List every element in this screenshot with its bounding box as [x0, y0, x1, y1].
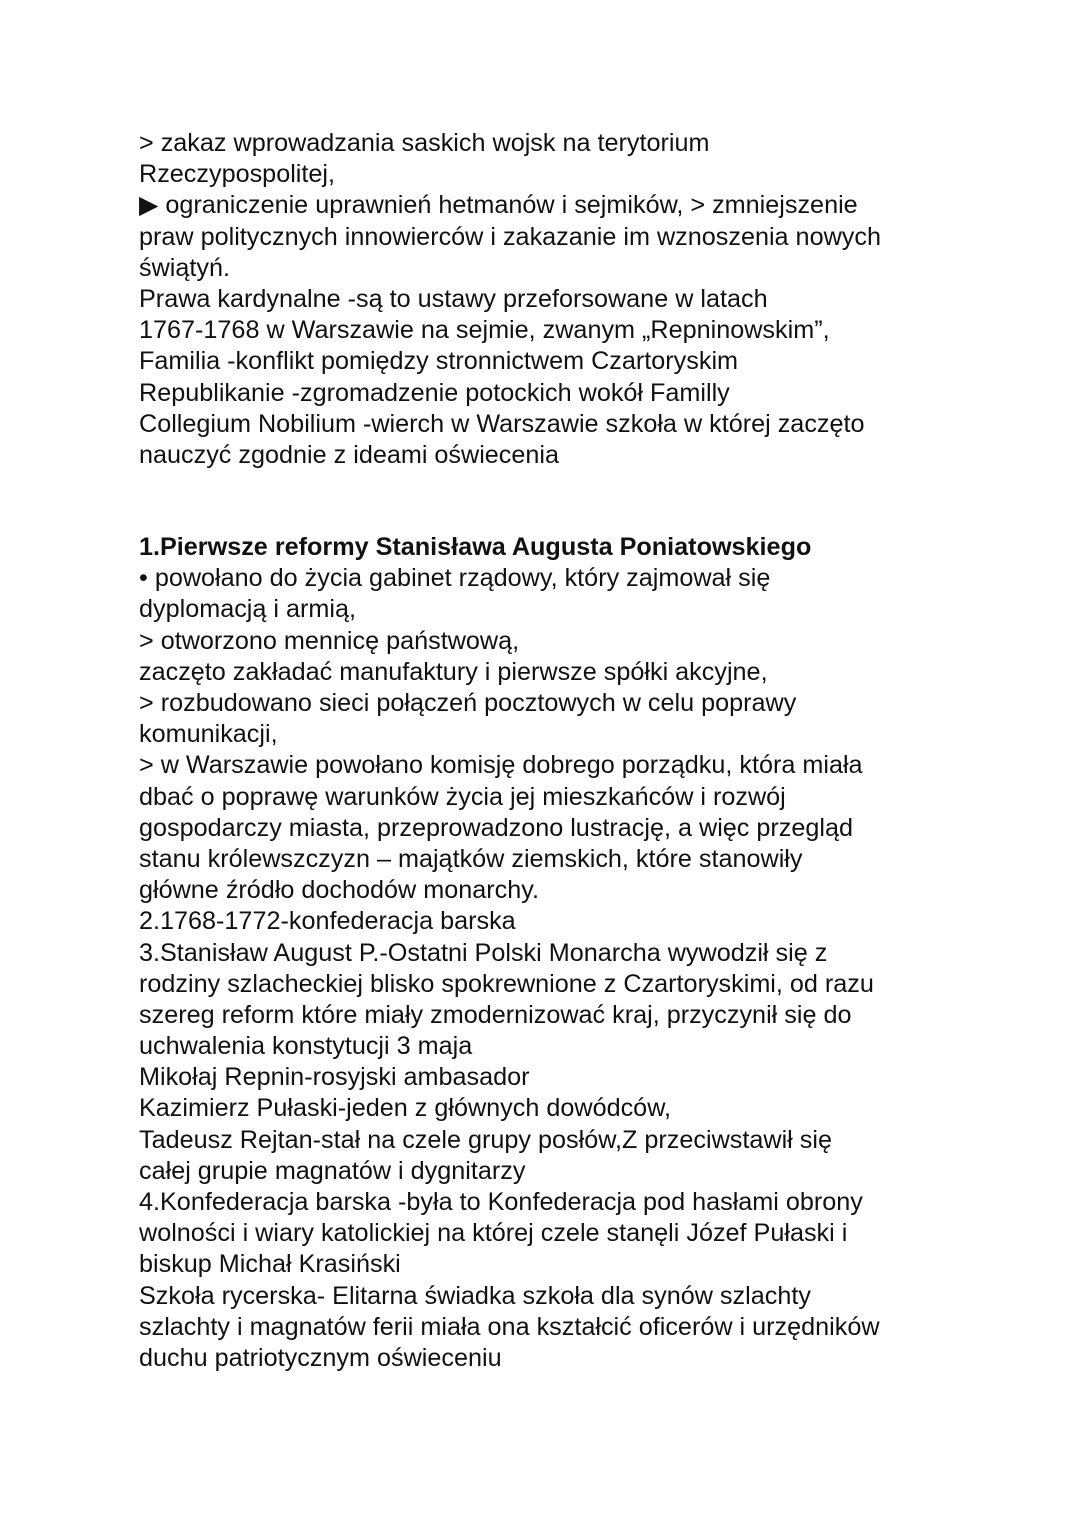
intro-block: [139, 128, 959, 471]
text-line: nauczyć zgodnie z ideami oświecenia: [139, 440, 560, 469]
text-line: 4.Konfederacja barska -była to Konfederacja pod hasłami obrony: [139, 1188, 863, 1216]
text-line: Republikanie -zgromadzenie potockich wokół Familly: [139, 378, 730, 407]
section-heading: 1.Pierwsze reformy Stanisława Augusta Poniatowskiego: [139, 533, 812, 562]
text-line: praw politycznych innowierców i zakazanie im wznoszenia nowych: [139, 222, 881, 251]
text-line: 2.1768-1772-konfederacja barska: [139, 907, 516, 936]
text-line: stanu królewszczyzn – majątków ziemskich, które stanowiły: [139, 844, 803, 873]
text-line: duchu patriotycznym oświeceniu: [139, 1343, 502, 1372]
spacer: [139, 471, 959, 532]
text-line: Rzeczypospolitej,: [139, 160, 335, 189]
text-line: Mikołaj Repnin-rosyjski ambasador: [139, 1063, 530, 1092]
text-line: > rozbudowano sieci połączeń pocztowych w celu poprawy: [139, 689, 797, 717]
text-line: dyplomacją i armią,: [139, 595, 356, 624]
text-line: całej grupie magnatów i dygnitarzy: [139, 1156, 526, 1185]
text-line: szereg reform które miały zmodernizować kraj, przyczynił się do: [139, 1000, 852, 1029]
text-line: > zakaz wprowadzania saskich wojsk na terytorium: [139, 129, 710, 157]
text-line: Kazimierz Pułaski-jeden z głównych dowódców,: [139, 1094, 671, 1123]
text-line: zaczęto zakładać manufaktury i pierwsze spółki akcyjne,: [139, 657, 768, 686]
text-line: gospodarczy miasta, przeprowadzono lustrację, a więc przegląd: [139, 813, 854, 842]
text-line: Szkoła rycerska- Elitarna świadka szkoła dla synów szlachty: [139, 1281, 811, 1310]
text-line: biskup Michał Krasiński: [139, 1250, 401, 1279]
text-line: szlachty i magnatów ferii miała ona kształcić oficerów i urzędników: [139, 1312, 880, 1341]
text-line: Collegium Nobilium -wierch w Warszawie szkoła w której zaczęto: [139, 409, 865, 438]
text-line: Familia -konflikt pomiędzy stronnictwem Czartoryskim: [139, 347, 739, 376]
text-line: uchwalenia konstytucji 3 maja: [139, 1032, 473, 1061]
document-page: [139, 128, 959, 1374]
text-line: komunikacji,: [139, 720, 278, 749]
text-line: rodziny szlacheckiej blisko spokrewnione z Czartoryskimi, od razu: [139, 969, 874, 998]
text-line: Prawa kardynalne -są to ustawy przeforsowane w latach: [139, 284, 768, 313]
text-line: > w Warszawie powołano komisję dobrego porządku, która miała: [139, 751, 863, 780]
text-line: świątyń.: [139, 253, 230, 282]
reforms-block: [139, 563, 959, 1374]
text-line: Tadeusz Rejtan-stał na czele grupy posłów,Z przeciwstawił się: [139, 1125, 832, 1154]
text-line: 3.Stanisław August P.-Ostatni Polski Monarcha wywodził się z: [139, 938, 828, 967]
text-line: wolności i wiary katolickiej na której czele stanęli Józef Pułaski i: [139, 1219, 848, 1248]
text-line: dbać o poprawę warunków życia jej mieszkańców i rozwój: [139, 782, 786, 811]
text-line: ▶ ograniczenie uprawnień hetmanów i sejmików, > zmniejszenie: [139, 191, 858, 220]
text-line: główne źródło dochodów monarchy.: [139, 876, 539, 905]
text-line: 1767-1768 w Warszawie na sejmie, zwanym „Repninowskim”,: [139, 316, 830, 345]
text-line: > otworzono mennicę państwową,: [139, 626, 520, 655]
text-line: • powołano do życia gabinet rządowy, który zajmował się: [139, 564, 771, 593]
